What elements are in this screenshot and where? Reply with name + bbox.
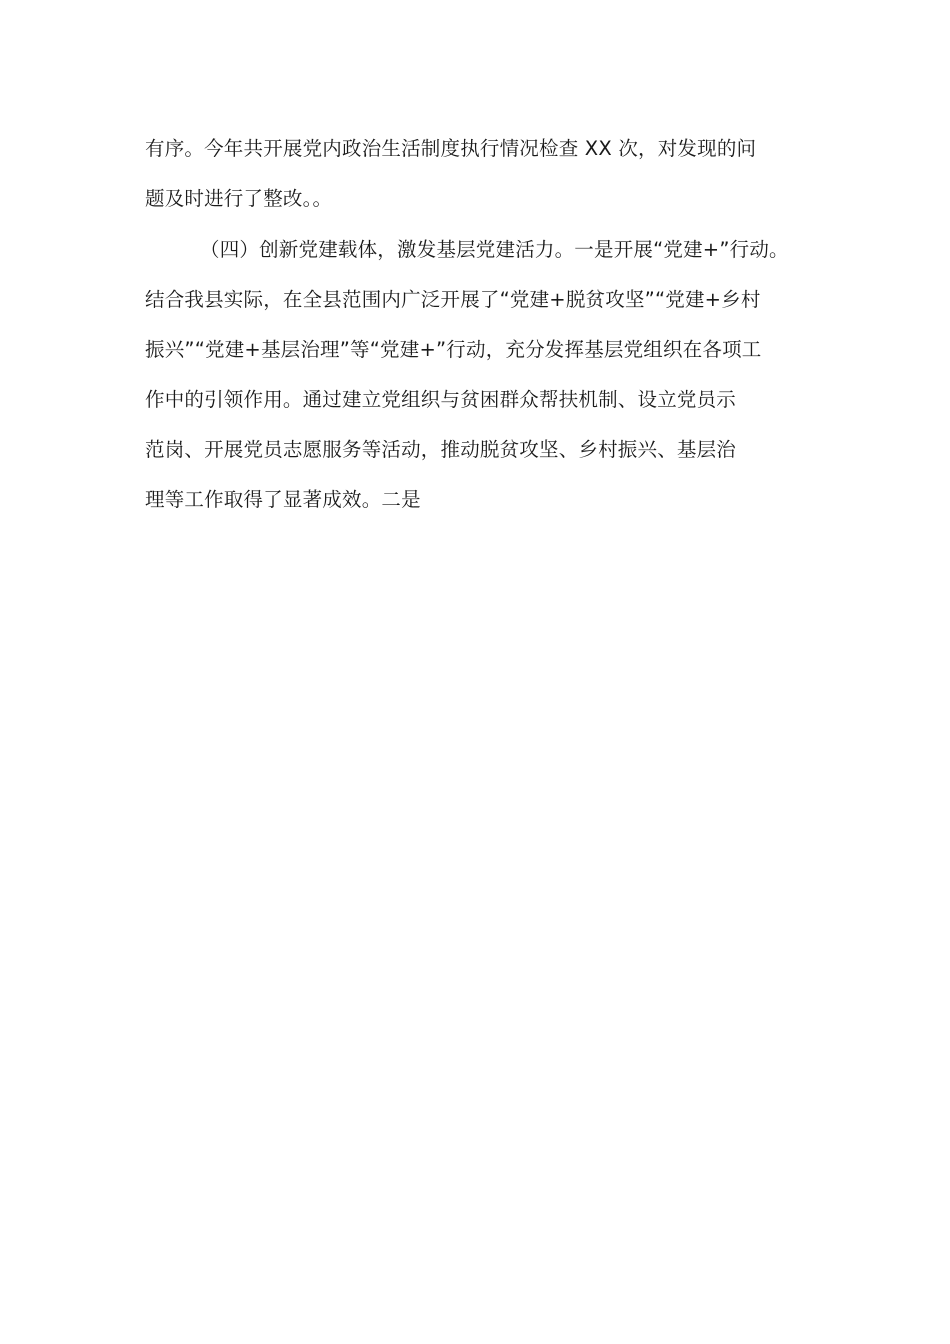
- text-line-4: 结合我县实际，在全县范围内广泛开展了“党建+脱贫攻坚”“党建+乡村: [145, 288, 761, 311]
- text-line-3: [145, 237, 789, 263]
- text-line-6: 作中的引领作用。通过建立党组织与贫困群众帮扶机制、设立党员示: [145, 388, 737, 411]
- paragraph-heading-text: （四）创新党建载体，激发基层党建活力。一是开展“党建+”行动。: [200, 238, 789, 261]
- text-line-1: 有序。今年共开展党内政治生活制度执行情况检查 XX 次，对发现的问: [145, 137, 757, 160]
- text-line-5: 振兴”“党建+基层治理”等“党建+”行动，充分发挥基层党组织在各项工: [145, 338, 762, 361]
- text-line-7: 范岗、开展党员志愿服务等活动，推动脱贫攻坚、乡村振兴、基层治: [145, 438, 737, 461]
- text-line-2: 题及时进行了整改。。: [145, 187, 333, 210]
- text-line-8: 理等工作取得了显著成效。二是: [145, 488, 421, 511]
